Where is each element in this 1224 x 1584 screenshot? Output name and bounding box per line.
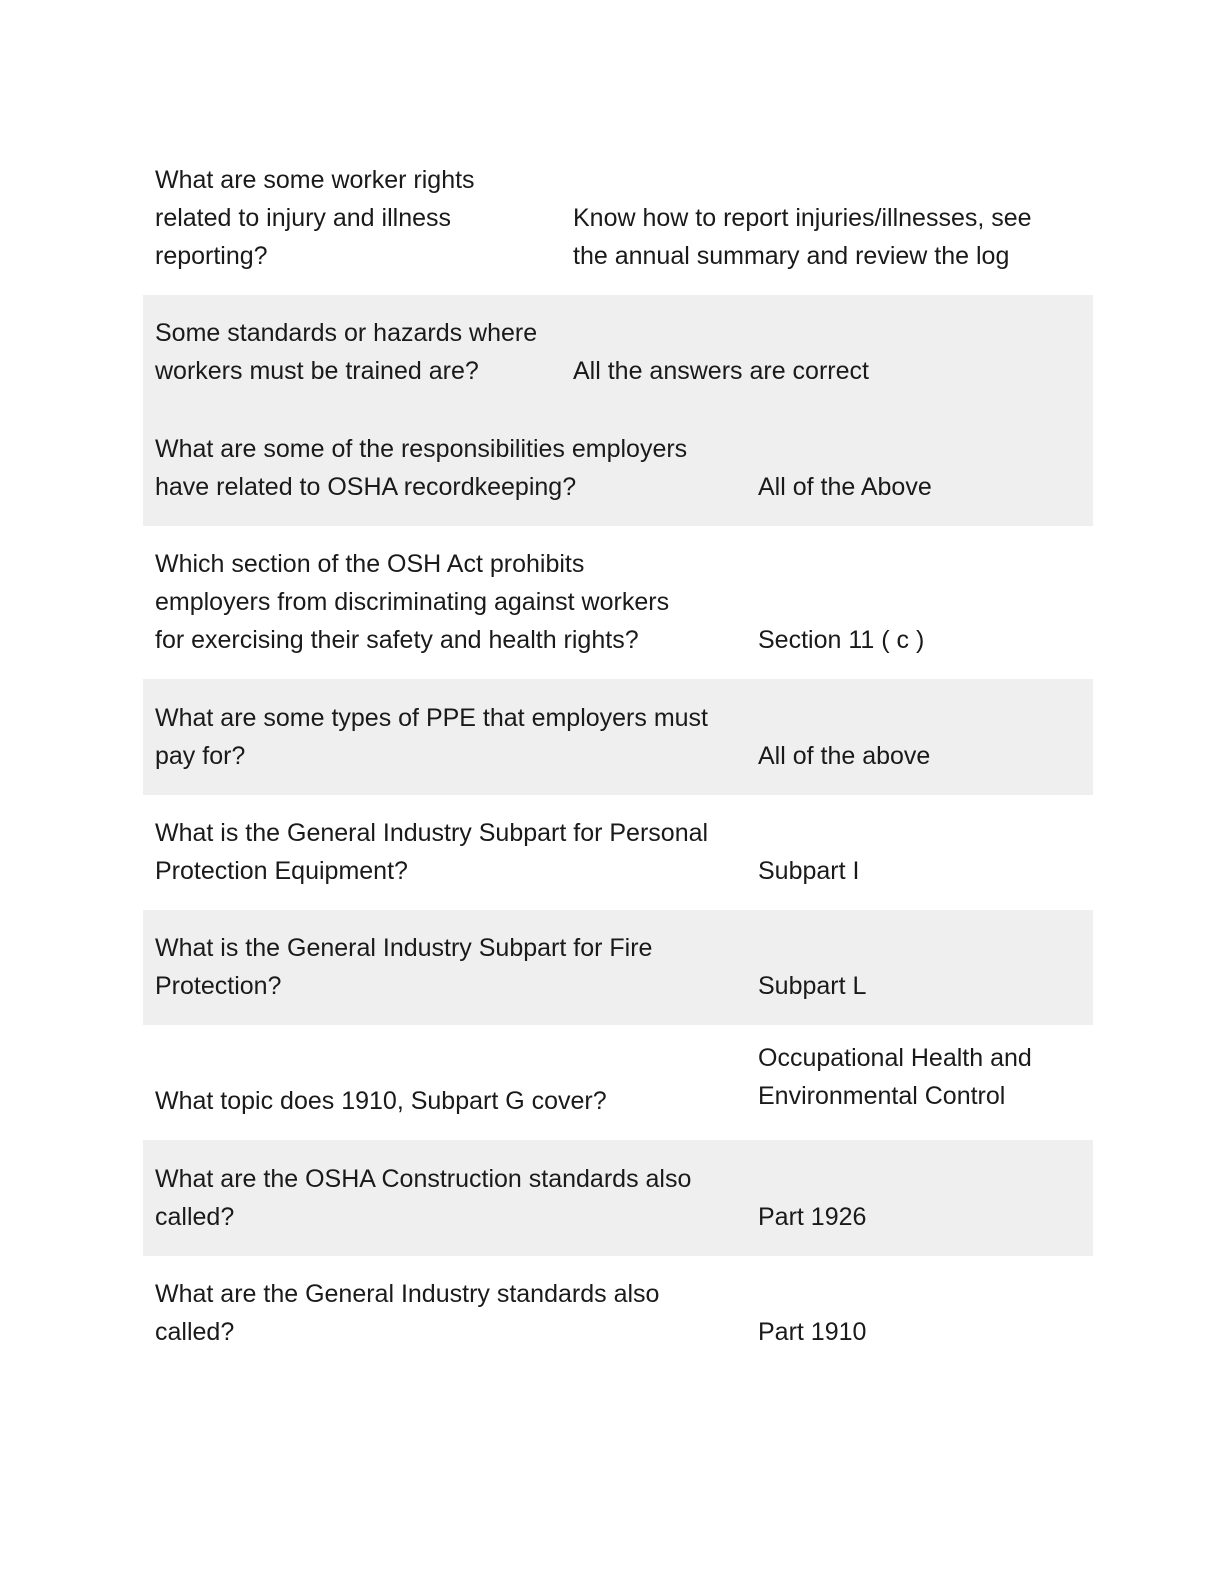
answer-text: Part 1926 — [758, 1203, 867, 1231]
answer-text: All the answers are correct — [573, 357, 869, 385]
question-text: What is the General Industry Subpart for Personal Protection Equipment? — [155, 819, 709, 885]
flashcard-table — [143, 145, 1093, 1371]
table-row — [143, 410, 1093, 526]
answer-text: Section 11 ( c ) — [758, 626, 925, 654]
question-text: What are the OSHA Construction standards also called? — [155, 1165, 692, 1231]
answer-text: Occupational Health and Environmental Control — [758, 1044, 1032, 1110]
question-text: What are some worker rights related to injury and illness reporting? — [155, 166, 475, 270]
table-row — [143, 145, 1093, 295]
table-row — [143, 795, 1093, 910]
table-row — [143, 910, 1093, 1025]
table-row — [143, 1025, 1093, 1140]
table-row — [143, 679, 1093, 795]
table-row — [143, 1256, 1093, 1371]
answer-text: Part 1910 — [758, 1318, 867, 1346]
question-text: What topic does 1910, Subpart G cover? — [155, 1087, 607, 1115]
question-text: What are the General Industry standards also called? — [155, 1280, 660, 1346]
table-row — [143, 295, 1093, 410]
answer-text: All of the above — [758, 742, 931, 770]
question-text: Some standards or hazards where workers must be trained are? — [155, 319, 538, 385]
question-text: Which section of the OSH Act prohibits employers from discriminating against workers for exercising their safety and health rights? — [155, 550, 670, 654]
table-row — [143, 1140, 1093, 1256]
table-row — [143, 526, 1093, 679]
question-text: What is the General Industry Subpart for Fire Protection? — [155, 934, 653, 1000]
answer-text: All of the Above — [758, 473, 932, 501]
answer-text: Subpart I — [758, 857, 860, 885]
question-text: What are some of the responsibilities employers have related to OSHA recordkeeping? — [155, 435, 688, 501]
answer-text: Subpart L — [758, 972, 867, 1000]
question-text: What are some types of PPE that employers must pay for? — [155, 704, 709, 770]
answer-text: Know how to report injuries/illnesses, see the annual summary and review the log — [573, 204, 1032, 270]
